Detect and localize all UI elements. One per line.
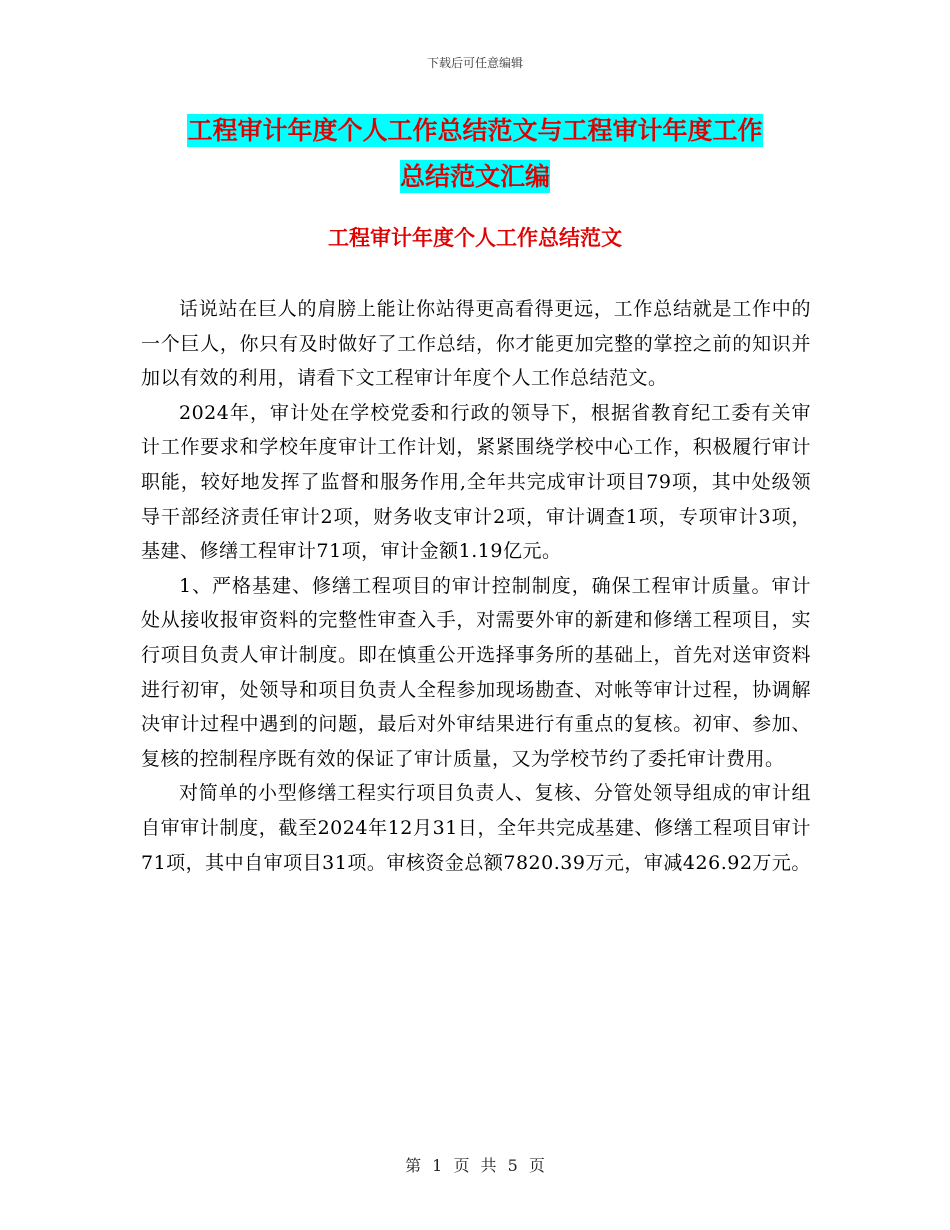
page-footer: 第 1 页 共 5 页	[405, 1156, 545, 1175]
header-note: 下载后可任意编辑	[426, 56, 523, 70]
document-body	[141, 292, 811, 880]
title-line-2: 总结范文汇编	[399, 162, 550, 191]
section-title: 工程审计年度个人工作总结范文	[328, 226, 622, 250]
paragraph-self-audit: 对简单的小型修缮工程实行项目负责人、复核、分管处领导组成的审计组自审审计制度，截至2024年12月31日，全年共完成基建、修缮工程项目审计71项，其中自审项目31项。审核资金总额7820.39万元，审减426.92万元。	[141, 782, 811, 874]
document-title	[0, 108, 950, 200]
paragraph-audit-control: 1、严格基建、修缮工程项目的审计控制制度，确保工程审计质量。审计处从接收报审资料的完整性审查入手，对需要外审的新建和修缮工程项目，实行项目负责人审计制度。即在慎重公开选择事务所的基础上，首先对送审资料进行初审，处领导和项目负责人全程参加现场勘查、对帐等审计过程，协调解决审计过程中遇到的问题，最后对外审结果进行有重点的复核。初审、参加、复核的控制程序既有效的保证了审计质量，又为学校节约了委托审计费用。	[141, 574, 811, 770]
title-line-1: 工程审计年度个人工作总结范文与工程审计年度工作	[187, 116, 763, 145]
paragraph-summary-2024: 2024年，审计处在学校党委和行政的领导下，根据省教育纪工委有关审计工作要求和学校年度审计工作计划，紧紧围绕学校中心工作，积极履行审计职能，较好地发挥了监督和服务作用,全年共完成审计项目79项，其中处级领导干部经济责任审计2项，财务收支审计2项，审计调查1项，专项审计3项，基建、修缮工程审计71项，审计金额1.19亿元。	[141, 401, 811, 563]
paragraph-intro: 话说站在巨人的肩膀上能让你站得更高看得更远，工作总结就是工作中的一个巨人，你只有及时做好了工作总结，你才能更加完整的掌控之前的知识并加以有效的利用，请看下文工程审计年度个人工作总结范文。	[141, 298, 811, 390]
